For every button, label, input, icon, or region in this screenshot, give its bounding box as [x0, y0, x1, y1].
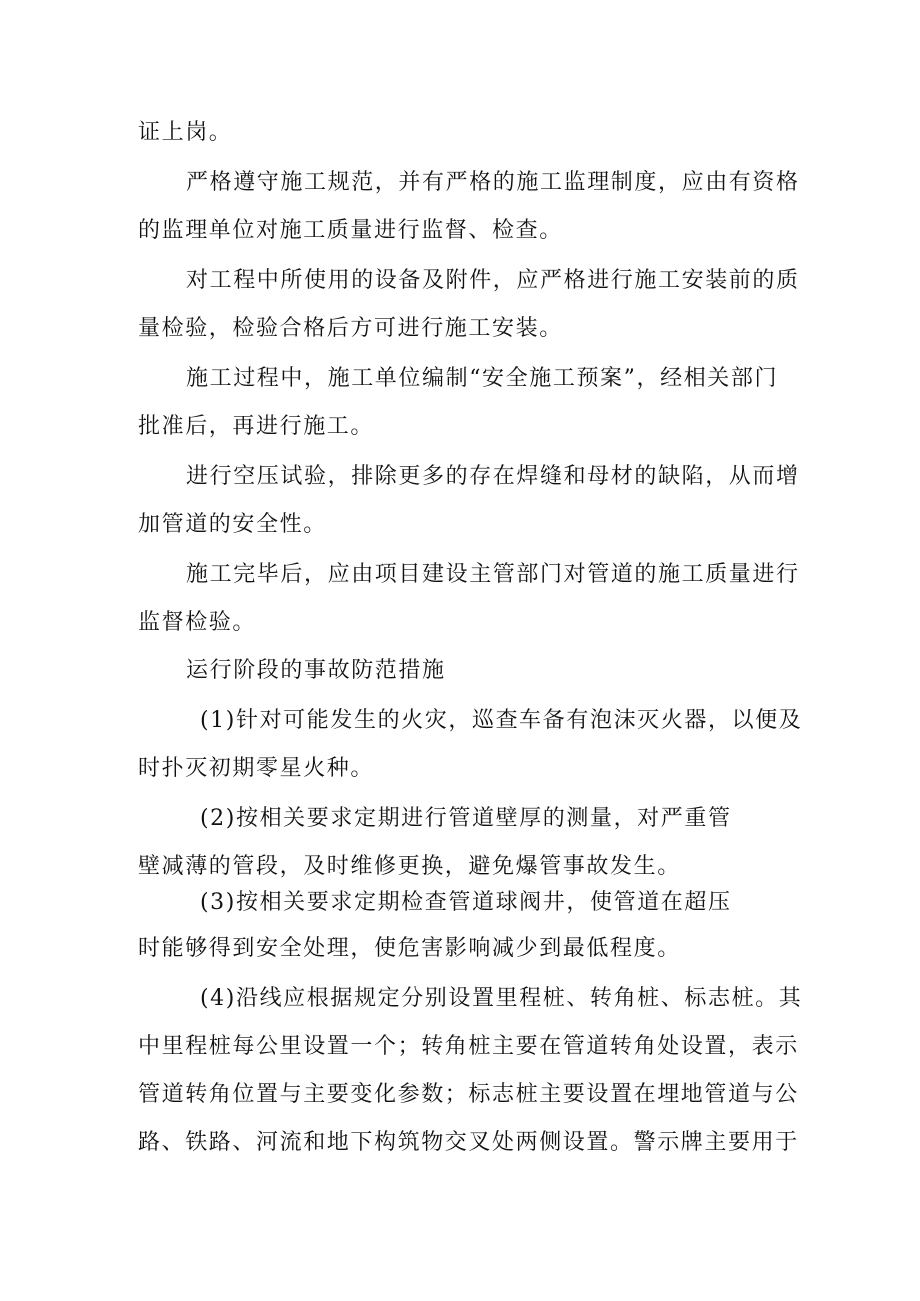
text-line: 时扑灭初期零星火种。 [138, 756, 375, 781]
text-line: 的监理单位对施工质量进行监督、检查。 [138, 218, 563, 243]
text-line: 壁减薄的管段，及时维修更换，避免爆管事故发生。 [138, 854, 681, 879]
paragraph-line: 施工过程中，施工单位编制“安全施工预案”，经相关部门 [186, 366, 779, 391]
text-line: 批准后，再进行施工。 [138, 414, 375, 439]
text-line: 中里程桩每公里设置一个；转角桩主要在管道转角处设置，表示 [138, 1034, 799, 1059]
text-line: 监督检验。 [138, 610, 257, 635]
text-line: 加管道的安全性。 [138, 512, 327, 537]
text-line: 证上岗。 [138, 120, 233, 145]
text-line: 量检验，检验合格后方可进行施工安装。 [138, 316, 563, 341]
paragraph-line: 施工完毕后，应由项目建设主管部门对管道的施工质量进行 [186, 562, 800, 587]
list-item-line: (1)针对可能发生的火灾，巡查车备有泡沫灭火器，以便及 [200, 708, 803, 733]
list-item-line: (4)沿线应根据规定分别设置里程桩、转角桩、标志桩。其 [200, 986, 803, 1011]
list-item-line: (3)按相关要求定期检查管道球阀井，使管道在超压 [200, 890, 732, 915]
section-heading: 运行阶段的事故防范措施 [186, 658, 446, 683]
list-item-line: (2)按相关要求定期进行管道壁厚的测量，对严重管 [200, 806, 732, 831]
text-line: 路、铁路、河流和地下构筑物交叉处两侧设置。警示牌主要用于 [138, 1130, 799, 1155]
paragraph-line: 严格遵守施工规范，并有严格的施工监理制度，应由有资格 [186, 170, 800, 195]
text-line: 管道转角位置与主要变化参数；标志桩主要设置在埋地管道与公 [138, 1082, 799, 1107]
paragraph-line: 对工程中所使用的设备及附件，应严格进行施工安装前的质 [186, 268, 800, 293]
paragraph-line: 进行空压试验，排除更多的存在焊缝和母材的缺陷，从而增 [186, 464, 800, 489]
text-line: 时能够得到安全处理，使危害影响减少到最低程度。 [138, 936, 681, 961]
